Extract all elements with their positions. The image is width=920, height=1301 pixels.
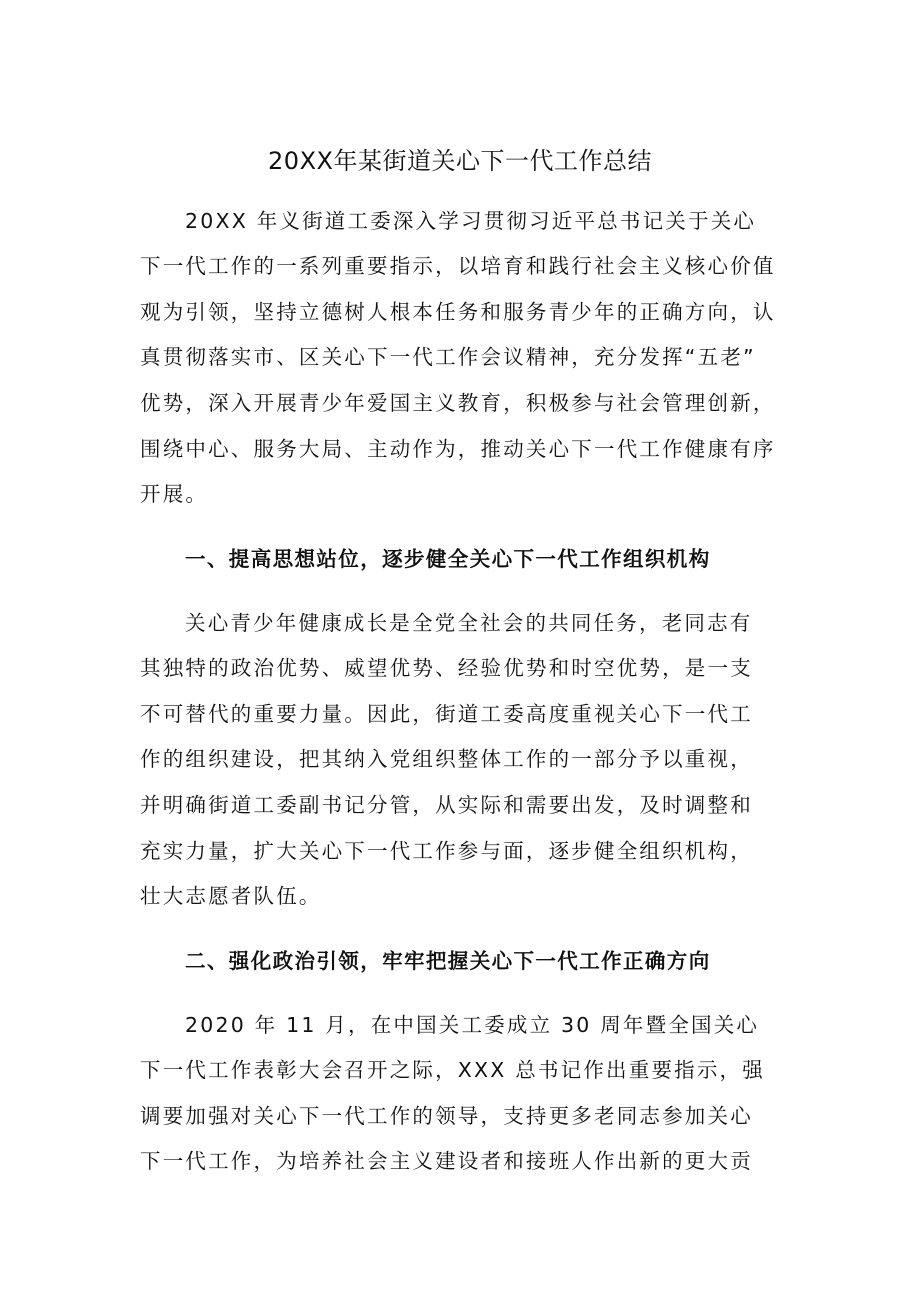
intro-line-3: 观为引领，坚持立德树人根本任务和服务青少年的正确方向，认 [140, 300, 776, 324]
document-title: 20XX年某街道关心下一代工作总结 [268, 147, 652, 175]
section-1-line-4: 作的组织建设，把其纳入党组织整体工作的一部分予以重视， [140, 747, 753, 771]
section-2-line-2: 下一代工作表彰大会召开之际，XXX 总书记作出重要指示，强 [140, 1058, 765, 1082]
section-1-line-7: 壮大志愿者队伍。 [140, 884, 322, 908]
section-2-line-3: 调要加强对关心下一代工作的领导，支持更多老同志参加关心 [140, 1104, 753, 1128]
section-2-line-4: 下一代工作，为培养社会主义建设者和接班人作出新的更大贡 [140, 1149, 753, 1173]
intro-line-2: 下一代工作的一系列重要指示，以培育和践行社会主义核心价值 [140, 254, 776, 278]
section-1-line-3: 不可替代的重要力量。因此，街道工委高度重视关心下一代工 [140, 702, 753, 726]
intro-line-7: 开展。 [140, 482, 209, 506]
section-1-line-2: 其独特的政治优势、威望优势、经验优势和时空优势，是一支 [140, 656, 753, 680]
section-2-heading: 二、强化政治引领，牢牢把握关心下一代工作正确方向 [185, 949, 711, 973]
intro-line-1: 20XX 年义街道工委深入学习贯彻习近平总书记关于关心 [185, 209, 757, 233]
section-1-line-1: 关心青少年健康成长是全党全社会的共同任务，老同志有 [185, 611, 753, 635]
intro-line-5: 优势，深入开展青少年爱国主义教育，积极参与社会管理创新， [140, 391, 776, 415]
intro-line-6: 围绕中心、服务大局、主动作为，推动关心下一代工作健康有序 [140, 437, 776, 461]
section-1-line-5: 并明确街道工委副书记分管，从实际和需要出发，及时调整和 [140, 793, 753, 817]
section-1-heading: 一、提高思想站位，逐步健全关心下一代工作组织机构 [185, 547, 711, 571]
intro-line-4: 真贯彻落实市、区关心下一代工作会议精神，充分发挥“五老” [140, 345, 756, 369]
section-1-line-6: 充实力量，扩大关心下一代工作参与面，逐步健全组织机构， [140, 839, 753, 863]
section-2-line-1: 2020 年 11 月，在中国关工委成立 30 周年暨全国关心 [185, 1013, 760, 1037]
